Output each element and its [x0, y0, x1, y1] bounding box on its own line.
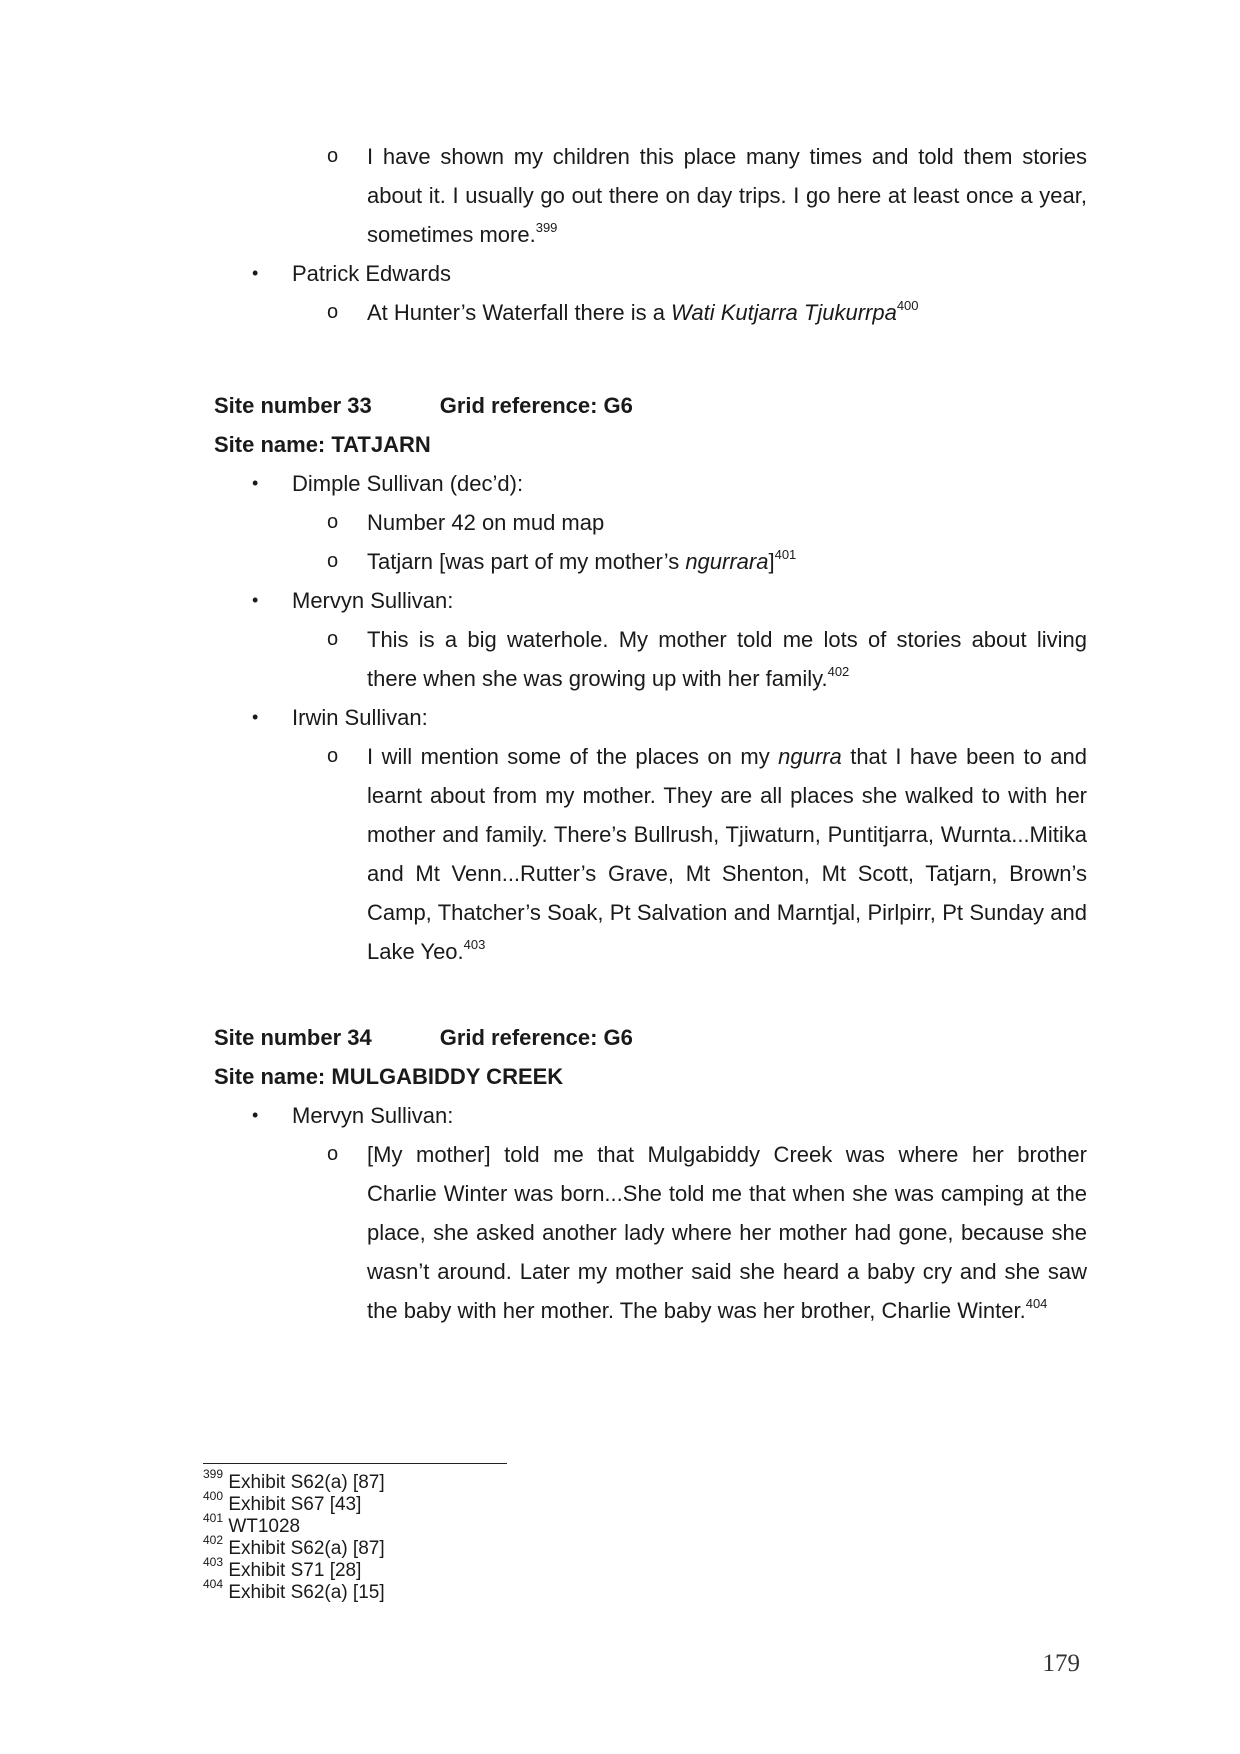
footnote-ref: 401	[774, 546, 797, 562]
list-item	[0, 503, 1240, 542]
list-item	[0, 464, 1240, 503]
list-item-text: I have shown my children this place many times and told them stories about it. I usually go out there on day trips. I go here at least once a year, sometimes more.	[367, 144, 1087, 247]
speaker-name: Patrick Edwards	[292, 261, 451, 286]
footnote-ref: 399	[535, 219, 558, 235]
speaker-name: Mervyn Sullivan:	[292, 588, 454, 613]
list-item	[0, 137, 1240, 254]
footnote-ref: 400	[896, 297, 919, 313]
footnote: $^{399}$ Exhibit S62(a) [87]	[203, 1466, 385, 1493]
list-item	[0, 1096, 1240, 1135]
footnote: $^{401}$ WT1028	[203, 1510, 301, 1537]
sub-bullet-marker: o	[327, 550, 339, 572]
sub-bullet-marker: o	[327, 1143, 339, 1165]
list-item-text: Tatjarn [was part of my mother’s	[367, 549, 686, 574]
italic-term: Wati Kutjarra Tjukurrpa	[671, 300, 897, 325]
footnote: $^{402}$ Exhibit S62(a) [87]	[203, 1532, 385, 1559]
list-item-text: This is a big waterhole. My mother told me lots of stories about living there when she was growing up with her family.	[367, 627, 1087, 691]
sub-bullet-marker: o	[327, 511, 339, 533]
speaker-name: Irwin Sullivan:	[292, 705, 428, 730]
footnotes	[203, 1466, 385, 1604]
bullet-marker: •	[252, 473, 259, 493]
site-number: Site number 33	[214, 393, 372, 418]
bullet-marker: •	[252, 590, 259, 610]
list-item	[0, 254, 1240, 293]
page-number: 179	[1042, 1650, 1080, 1677]
intro-section	[0, 137, 1240, 332]
site-number: Site number 34	[214, 1025, 372, 1050]
site-33-section	[0, 386, 1240, 971]
grid-reference: Grid reference: G6	[439, 1025, 633, 1050]
footnote-ref: 403	[463, 936, 486, 952]
list-item	[0, 698, 1240, 737]
footnote: $^{400}$ Exhibit S67 [43]	[203, 1488, 362, 1515]
bullet-marker: •	[252, 707, 259, 727]
site-heading	[0, 1018, 1240, 1057]
list-item	[0, 620, 1240, 698]
speaker-name: Dimple Sullivan (dec’d):	[292, 471, 524, 496]
sub-bullet-marker: o	[327, 301, 339, 323]
bullet-marker: •	[252, 1105, 259, 1125]
site-name: Site name: MULGABIDDY CREEK	[214, 1064, 564, 1089]
list-item-text: that I have been to and learnt about from my mother. They are all places she walked to with her mother and family. There’s Bullrush, Tjiwaturn, Puntitjarra, Wurnta...Mitika and Mt Venn...Rutter’s Grave, Mt Shenton, Mt Scott, Tatjarn, Brown’s Camp, Thatcher’s Soak, Pt Salvation and Marntjal, Pirlpirr, Pt Sunday and Lake Yeo.	[367, 744, 1087, 964]
speaker-name: Mervyn Sullivan:	[292, 1103, 454, 1128]
footnote-divider	[203, 1463, 507, 1464]
list-item	[0, 293, 1240, 332]
list-item	[0, 1135, 1240, 1330]
list-item-text: [My mother] told me that Mulgabiddy Creek was where her brother Charlie Winter was born...She told me that when she was camping at the place, she asked another lady where her mother had gone, because she wasn’t around. Later my mother said she heard a baby cry and she saw the baby with her mother. The baby was her brother, Charlie Winter.	[367, 1142, 1087, 1323]
list-item: o Tatjarn [was part of my mother’s ngurrara]$^{401}$	[0, 542, 1240, 581]
italic-term: ngurra	[778, 744, 842, 769]
italic-term: ngurrara	[685, 549, 769, 574]
list-item	[0, 581, 1240, 620]
footnote: $^{404}$ Exhibit S62(a) [15]	[203, 1576, 385, 1603]
footnote-ref: 402	[827, 663, 850, 679]
sub-bullet-marker: o	[327, 145, 339, 167]
grid-reference: Grid reference: G6	[439, 393, 633, 418]
footnote: $^{403}$ Exhibit S71 [28]	[203, 1554, 362, 1581]
bullet-marker: •	[252, 263, 259, 283]
site-heading	[0, 386, 1240, 425]
list-item: o I will mention some of the places on my ngurra that I have been to and learnt about from my mother. They are all places she walked to with her mother and family. There’s Bullrush, Tjiwaturn, Puntitjarra, Wurnta...Mitika and Mt Venn...Rutter’s Grave, Mt Shenton, Mt Scott, Tatjarn, Brown’s Camp, Thatcher’s Soak, Pt Salvation and Marntjal, Pirlpirr, Pt Sunday and Lake Yeo.$^{403}$	[0, 737, 1240, 971]
site-name: Site name: TATJARN	[214, 432, 431, 457]
sub-bullet-marker: o	[327, 628, 339, 650]
footnote-ref: 404	[1025, 1295, 1048, 1311]
list-item-text: At Hunter’s Waterfall there is a	[367, 300, 672, 325]
site-34-section	[0, 1018, 1240, 1330]
sub-bullet-marker: o	[327, 745, 339, 767]
list-item-text: Number 42 on mud map	[367, 510, 605, 535]
